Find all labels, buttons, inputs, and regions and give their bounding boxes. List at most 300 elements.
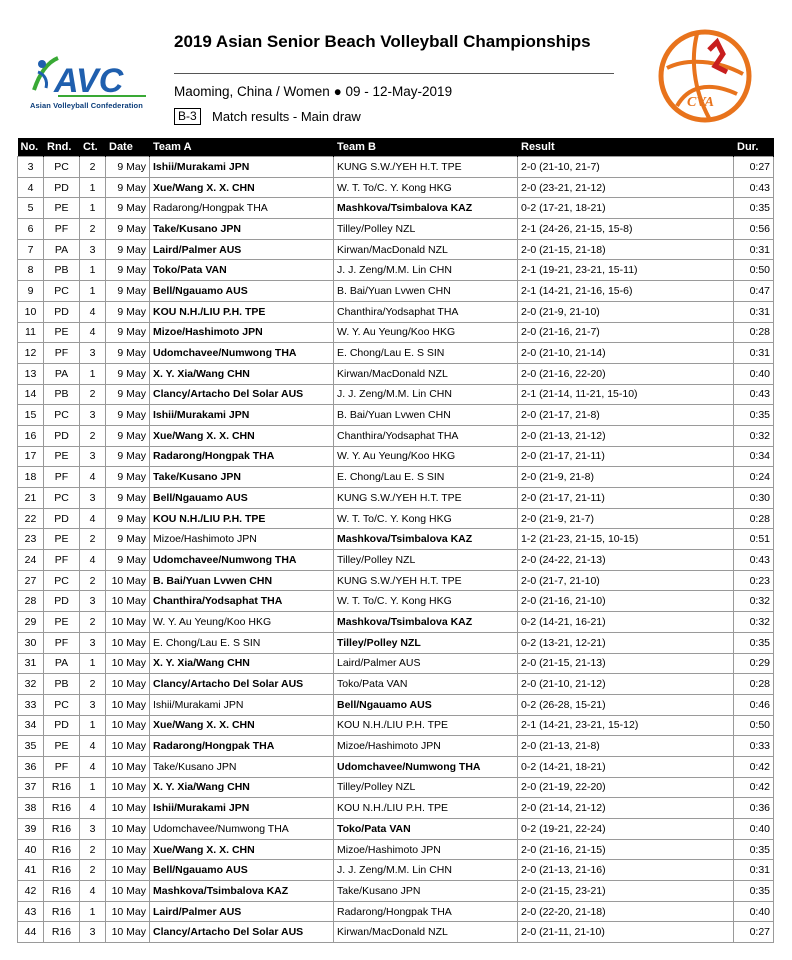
round-cell: R16 xyxy=(44,839,80,860)
table-row xyxy=(18,177,774,198)
match-date-cell: 9 May xyxy=(106,405,150,426)
table-row xyxy=(18,550,774,571)
round-cell: PD xyxy=(44,508,80,529)
match-date-cell: 10 May xyxy=(106,632,150,653)
team-b-cell: W. T. To/C. Y. Kong HKG xyxy=(334,508,518,529)
team-b-cell: B. Bai/Yuan Lvwen CHN xyxy=(334,405,518,426)
round-cell: PE xyxy=(44,198,80,219)
round-cell: R16 xyxy=(44,777,80,798)
table-row xyxy=(18,694,774,715)
match-number-cell: 34 xyxy=(18,715,44,736)
team-b-cell: Chanthira/Yodsaphat THA xyxy=(334,301,518,322)
round-cell: PF xyxy=(44,219,80,240)
team-b-cell: Kirwan/MacDonald NZL xyxy=(334,922,518,943)
court-cell: 2 xyxy=(80,157,106,178)
court-cell: 3 xyxy=(80,632,106,653)
col-date: Date xyxy=(106,138,150,157)
round-cell: PD xyxy=(44,715,80,736)
table-row xyxy=(18,881,774,902)
match-number-cell: 17 xyxy=(18,446,44,467)
court-cell: 3 xyxy=(80,488,106,509)
round-cell: PF xyxy=(44,550,80,571)
results-body xyxy=(18,157,774,943)
match-number-cell: 14 xyxy=(18,384,44,405)
team-a-cell: Radarong/Hongpak THA xyxy=(150,446,334,467)
team-b-cell: Mizoe/Hashimoto JPN xyxy=(334,736,518,757)
team-a-cell: Udomchavee/Numwong THA xyxy=(150,819,334,840)
team-b-cell: Mashkova/Tsimbalova KAZ xyxy=(334,198,518,219)
team-a-cell: Ishii/Murakami JPN xyxy=(150,405,334,426)
table-row xyxy=(18,281,774,302)
duration-cell: 0:46 xyxy=(734,694,774,715)
duration-cell: 0:32 xyxy=(734,591,774,612)
result-cell: 0-2 (19-21, 22-24) xyxy=(518,819,734,840)
court-cell: 1 xyxy=(80,363,106,384)
duration-cell: 0:31 xyxy=(734,860,774,881)
table-row xyxy=(18,405,774,426)
result-cell: 2-0 (21-15, 21-13) xyxy=(518,653,734,674)
col-round: Rnd. xyxy=(44,138,80,157)
round-cell: PC xyxy=(44,157,80,178)
result-cell: 2-0 (21-10, 21-7) xyxy=(518,157,734,178)
team-a-cell: Xue/Wang X. X. CHN xyxy=(150,715,334,736)
match-number-cell: 24 xyxy=(18,550,44,571)
match-date-cell: 10 May xyxy=(106,612,150,633)
duration-cell: 0:47 xyxy=(734,281,774,302)
duration-cell: 0:35 xyxy=(734,198,774,219)
round-cell: PF xyxy=(44,467,80,488)
duration-cell: 0:42 xyxy=(734,777,774,798)
match-number-cell: 21 xyxy=(18,488,44,509)
team-b-cell: Mizoe/Hashimoto JPN xyxy=(334,839,518,860)
round-cell: PA xyxy=(44,239,80,260)
avc-logo-text: AVC xyxy=(54,62,124,100)
col-result: Result xyxy=(518,138,734,157)
court-cell: 3 xyxy=(80,819,106,840)
match-date-cell: 9 May xyxy=(106,301,150,322)
match-date-cell: 9 May xyxy=(106,198,150,219)
match-date-cell: 10 May xyxy=(106,694,150,715)
team-a-cell: X. Y. Xia/Wang CHN xyxy=(150,363,334,384)
match-number-cell: 9 xyxy=(18,281,44,302)
round-cell: PB xyxy=(44,674,80,695)
round-cell: PE xyxy=(44,736,80,757)
team-b-cell: J. J. Zeng/M.M. Lin CHN xyxy=(334,860,518,881)
match-date-cell: 10 May xyxy=(106,777,150,798)
team-a-cell: Ishii/Murakami JPN xyxy=(150,798,334,819)
table-row xyxy=(18,674,774,695)
table-row xyxy=(18,343,774,364)
court-cell: 4 xyxy=(80,756,106,777)
match-number-cell: 12 xyxy=(18,343,44,364)
match-date-cell: 10 May xyxy=(106,819,150,840)
team-a-cell: Udomchavee/Numwong THA xyxy=(150,343,334,364)
match-number-cell: 28 xyxy=(18,591,44,612)
col-team-a: Team A xyxy=(150,138,334,157)
round-cell: R16 xyxy=(44,860,80,881)
match-date-cell: 9 May xyxy=(106,239,150,260)
duration-cell: 0:40 xyxy=(734,363,774,384)
match-date-cell: 10 May xyxy=(106,736,150,757)
court-cell: 4 xyxy=(80,301,106,322)
team-a-cell: Bell/Ngauamo AUS xyxy=(150,860,334,881)
team-b-cell: W. Y. Au Yeung/Koo HKG xyxy=(334,446,518,467)
team-a-cell: Bell/Ngauamo AUS xyxy=(150,281,334,302)
court-cell: 3 xyxy=(80,343,106,364)
match-number-cell: 33 xyxy=(18,694,44,715)
result-cell: 2-0 (21-10, 21-14) xyxy=(518,343,734,364)
round-cell: PD xyxy=(44,301,80,322)
team-b-cell: Mashkova/Tsimbalova KAZ xyxy=(334,529,518,550)
duration-cell: 0:32 xyxy=(734,425,774,446)
court-cell: 4 xyxy=(80,736,106,757)
team-a-cell: Clancy/Artacho Del Solar AUS xyxy=(150,922,334,943)
team-a-cell: Mashkova/Tsimbalova KAZ xyxy=(150,881,334,902)
court-cell: 2 xyxy=(80,570,106,591)
court-cell: 1 xyxy=(80,177,106,198)
duration-cell: 0:42 xyxy=(734,756,774,777)
round-cell: PE xyxy=(44,322,80,343)
court-cell: 2 xyxy=(80,529,106,550)
court-cell: 2 xyxy=(80,612,106,633)
match-number-cell: 3 xyxy=(18,157,44,178)
match-date-cell: 10 May xyxy=(106,798,150,819)
table-row xyxy=(18,157,774,178)
team-b-cell: Toko/Pata VAN xyxy=(334,674,518,695)
court-cell: 2 xyxy=(80,425,106,446)
match-number-cell: 42 xyxy=(18,881,44,902)
report-header xyxy=(0,0,792,136)
match-date-cell: 9 May xyxy=(106,322,150,343)
match-number-cell: 23 xyxy=(18,529,44,550)
team-b-cell: Laird/Palmer AUS xyxy=(334,653,518,674)
team-a-cell: Take/Kusano JPN xyxy=(150,219,334,240)
duration-cell: 0:51 xyxy=(734,529,774,550)
team-a-cell: Mizoe/Hashimoto JPN xyxy=(150,322,334,343)
match-number-cell: 31 xyxy=(18,653,44,674)
team-b-cell: E. Chong/Lau E. S SIN xyxy=(334,343,518,364)
duration-cell: 0:35 xyxy=(734,881,774,902)
team-a-cell: Toko/Pata VAN xyxy=(150,260,334,281)
duration-cell: 0:35 xyxy=(734,839,774,860)
table-row xyxy=(18,653,774,674)
team-a-cell: Ishii/Murakami JPN xyxy=(150,157,334,178)
team-a-cell: Ishii/Murakami JPN xyxy=(150,694,334,715)
team-b-cell: Chanthira/Yodsaphat THA xyxy=(334,425,518,446)
event-dates: 09 - 12-May-2019 xyxy=(345,84,453,99)
result-cell: 0-2 (14-21, 18-21) xyxy=(518,756,734,777)
table-row xyxy=(18,901,774,922)
team-a-cell: KOU N.H./LIU P.H. TPE xyxy=(150,301,334,322)
result-cell: 2-1 (14-21, 23-21, 15-12) xyxy=(518,715,734,736)
duration-cell: 0:30 xyxy=(734,488,774,509)
match-number-cell: 7 xyxy=(18,239,44,260)
team-b-cell: Take/Kusano JPN xyxy=(334,881,518,902)
court-cell: 1 xyxy=(80,281,106,302)
court-cell: 3 xyxy=(80,405,106,426)
duration-cell: 0:34 xyxy=(734,446,774,467)
team-b-cell: J. J. Zeng/M.M. Lin CHN xyxy=(334,260,518,281)
match-number-cell: 30 xyxy=(18,632,44,653)
match-number-cell: 10 xyxy=(18,301,44,322)
team-a-cell: Xue/Wang X. X. CHN xyxy=(150,177,334,198)
round-cell: PF xyxy=(44,343,80,364)
table-row xyxy=(18,301,774,322)
avc-caption: Asian Volleyball Confederation xyxy=(30,101,143,110)
team-b-cell: Bell/Ngauamo AUS xyxy=(334,694,518,715)
duration-cell: 0:23 xyxy=(734,570,774,591)
round-cell: PB xyxy=(44,260,80,281)
team-b-cell: Tilley/Polley NZL xyxy=(334,219,518,240)
team-a-cell: X. Y. Xia/Wang CHN xyxy=(150,777,334,798)
match-date-cell: 9 May xyxy=(106,363,150,384)
result-cell: 2-0 (21-16, 21-15) xyxy=(518,839,734,860)
team-b-cell: W. T. To/C. Y. Kong HKG xyxy=(334,177,518,198)
team-b-cell: Mashkova/Tsimbalova KAZ xyxy=(334,612,518,633)
table-row xyxy=(18,860,774,881)
table-row xyxy=(18,736,774,757)
team-b-cell: Udomchavee/Numwong THA xyxy=(334,756,518,777)
match-date-cell: 9 May xyxy=(106,508,150,529)
match-date-cell: 9 May xyxy=(106,177,150,198)
table-row xyxy=(18,198,774,219)
court-cell: 1 xyxy=(80,653,106,674)
match-date-cell: 10 May xyxy=(106,881,150,902)
round-cell: PC xyxy=(44,281,80,302)
round-cell: PE xyxy=(44,446,80,467)
round-cell: PF xyxy=(44,756,80,777)
court-cell: 1 xyxy=(80,260,106,281)
result-cell: 2-0 (21-9, 21-10) xyxy=(518,301,734,322)
col-team-b: Team B xyxy=(334,138,518,157)
result-cell: 2-0 (21-17, 21-11) xyxy=(518,488,734,509)
round-cell: PC xyxy=(44,405,80,426)
duration-cell: 0:35 xyxy=(734,405,774,426)
round-cell: PC xyxy=(44,694,80,715)
team-b-cell: KUNG S.W./YEH H.T. TPE xyxy=(334,488,518,509)
court-cell: 2 xyxy=(80,860,106,881)
round-cell: PA xyxy=(44,653,80,674)
table-row xyxy=(18,384,774,405)
duration-cell: 0:28 xyxy=(734,674,774,695)
match-number-cell: 5 xyxy=(18,198,44,219)
match-number-cell: 11 xyxy=(18,322,44,343)
team-a-cell: Radarong/Hongpak THA xyxy=(150,736,334,757)
court-cell: 4 xyxy=(80,798,106,819)
match-number-cell: 16 xyxy=(18,425,44,446)
team-a-cell: Radarong/Hongpak THA xyxy=(150,198,334,219)
result-cell: 1-2 (21-23, 21-15, 10-15) xyxy=(518,529,734,550)
team-b-cell: KOU N.H./LIU P.H. TPE xyxy=(334,715,518,736)
match-date-cell: 10 May xyxy=(106,839,150,860)
team-b-cell: J. J. Zeng/M.M. Lin CHN xyxy=(334,384,518,405)
round-cell: PC xyxy=(44,488,80,509)
duration-cell: 0:35 xyxy=(734,632,774,653)
court-cell: 4 xyxy=(80,881,106,902)
match-number-cell: 4 xyxy=(18,177,44,198)
match-date-cell: 9 May xyxy=(106,219,150,240)
result-cell: 2-1 (21-14, 11-21, 15-10) xyxy=(518,384,734,405)
col-duration: Dur. xyxy=(734,138,774,157)
result-cell: 0-2 (13-21, 12-21) xyxy=(518,632,734,653)
round-cell: PD xyxy=(44,591,80,612)
team-a-cell: Chanthira/Yodsaphat THA xyxy=(150,591,334,612)
result-cell: 2-0 (21-15, 21-18) xyxy=(518,239,734,260)
court-cell: 3 xyxy=(80,694,106,715)
team-b-cell: KUNG S.W./YEH H.T. TPE xyxy=(334,157,518,178)
duration-cell: 0:28 xyxy=(734,322,774,343)
duration-cell: 0:31 xyxy=(734,343,774,364)
match-number-cell: 32 xyxy=(18,674,44,695)
cva-logo xyxy=(657,28,753,124)
result-cell: 2-0 (21-16, 21-10) xyxy=(518,591,734,612)
match-number-cell: 18 xyxy=(18,467,44,488)
duration-cell: 0:31 xyxy=(734,239,774,260)
round-cell: PF xyxy=(44,632,80,653)
event-location: Maoming, China / Women xyxy=(174,84,330,99)
result-cell: 0-2 (26-28, 15-21) xyxy=(518,694,734,715)
match-date-cell: 10 May xyxy=(106,591,150,612)
team-b-cell: KUNG S.W./YEH H.T. TPE xyxy=(334,570,518,591)
result-cell: 2-0 (21-7, 21-10) xyxy=(518,570,734,591)
match-date-cell: 9 May xyxy=(106,425,150,446)
page-title: 2019 Asian Senior Beach Volleyball Championships xyxy=(174,32,591,51)
court-cell: 1 xyxy=(80,901,106,922)
result-cell: 2-0 (21-13, 21-8) xyxy=(518,736,734,757)
team-b-cell: Kirwan/MacDonald NZL xyxy=(334,239,518,260)
match-number-cell: 13 xyxy=(18,363,44,384)
team-b-cell: B. Bai/Yuan Lvwen CHN xyxy=(334,281,518,302)
result-cell: 2-0 (21-10, 21-12) xyxy=(518,674,734,695)
match-date-cell: 9 May xyxy=(106,529,150,550)
duration-cell: 0:24 xyxy=(734,467,774,488)
match-date-cell: 9 May xyxy=(106,467,150,488)
match-date-cell: 9 May xyxy=(106,343,150,364)
result-cell: 2-0 (21-17, 21-11) xyxy=(518,446,734,467)
team-b-cell: W. T. To/C. Y. Kong HKG xyxy=(334,591,518,612)
team-a-cell: E. Chong/Lau E. S SIN xyxy=(150,632,334,653)
duration-cell: 0:32 xyxy=(734,612,774,633)
match-date-cell: 9 May xyxy=(106,488,150,509)
result-cell: 2-0 (21-17, 21-8) xyxy=(518,405,734,426)
team-a-cell: W. Y. Au Yeung/Koo HKG xyxy=(150,612,334,633)
table-row xyxy=(18,508,774,529)
match-number-cell: 43 xyxy=(18,901,44,922)
table-row xyxy=(18,446,774,467)
match-number-cell: 29 xyxy=(18,612,44,633)
result-cell: 2-0 (21-9, 21-8) xyxy=(518,467,734,488)
team-a-cell: X. Y. Xia/Wang CHN xyxy=(150,653,334,674)
bullet-separator: ● xyxy=(333,84,342,99)
result-cell: 0-2 (14-21, 16-21) xyxy=(518,612,734,633)
cva-logo-text: CVA xyxy=(687,95,714,110)
duration-cell: 0:33 xyxy=(734,736,774,757)
duration-cell: 0:40 xyxy=(734,819,774,840)
round-cell: PD xyxy=(44,177,80,198)
round-cell: PE xyxy=(44,529,80,550)
event-subtitle xyxy=(174,84,452,99)
result-cell: 2-0 (21-19, 22-20) xyxy=(518,777,734,798)
table-row xyxy=(18,467,774,488)
result-cell: 0-2 (17-21, 18-21) xyxy=(518,198,734,219)
result-cell: 2-0 (21-15, 23-21) xyxy=(518,881,734,902)
table-row xyxy=(18,219,774,240)
table-row xyxy=(18,777,774,798)
match-number-cell: 27 xyxy=(18,570,44,591)
court-cell: 1 xyxy=(80,198,106,219)
results-table xyxy=(17,138,774,943)
team-b-cell: E. Chong/Lau E. S SIN xyxy=(334,467,518,488)
table-row xyxy=(18,632,774,653)
team-a-cell: Udomchavee/Numwong THA xyxy=(150,550,334,571)
table-row xyxy=(18,425,774,446)
team-a-cell: KOU N.H./LIU P.H. TPE xyxy=(150,508,334,529)
duration-cell: 0:40 xyxy=(734,901,774,922)
match-date-cell: 9 May xyxy=(106,281,150,302)
court-cell: 2 xyxy=(80,839,106,860)
table-header-row xyxy=(18,138,774,157)
match-number-cell: 44 xyxy=(18,922,44,943)
team-b-cell: W. Y. Au Yeung/Koo HKG xyxy=(334,322,518,343)
team-b-cell: Kirwan/MacDonald NZL xyxy=(334,363,518,384)
match-date-cell: 10 May xyxy=(106,715,150,736)
duration-cell: 0:43 xyxy=(734,384,774,405)
document-description: Match results - Main draw xyxy=(212,109,361,124)
round-cell: R16 xyxy=(44,798,80,819)
col-no: No. xyxy=(18,138,44,157)
team-a-cell: Xue/Wang X. X. CHN xyxy=(150,425,334,446)
result-cell: 2-0 (21-9, 21-7) xyxy=(518,508,734,529)
duration-cell: 0:31 xyxy=(734,301,774,322)
table-row xyxy=(18,591,774,612)
match-date-cell: 10 May xyxy=(106,922,150,943)
round-cell: PD xyxy=(44,425,80,446)
table-row xyxy=(18,570,774,591)
match-date-cell: 10 May xyxy=(106,674,150,695)
match-date-cell: 9 May xyxy=(106,384,150,405)
duration-cell: 0:50 xyxy=(734,715,774,736)
round-cell: PB xyxy=(44,384,80,405)
team-a-cell: Xue/Wang X. X. CHN xyxy=(150,839,334,860)
title-divider xyxy=(174,73,614,74)
team-b-cell: Tilley/Polley NZL xyxy=(334,632,518,653)
table-row xyxy=(18,322,774,343)
court-cell: 4 xyxy=(80,467,106,488)
duration-cell: 0:29 xyxy=(734,653,774,674)
team-b-cell: Radarong/Hongpak THA xyxy=(334,901,518,922)
team-a-cell: Mizoe/Hashimoto JPN xyxy=(150,529,334,550)
match-number-cell: 40 xyxy=(18,839,44,860)
table-row xyxy=(18,529,774,550)
round-cell: R16 xyxy=(44,881,80,902)
team-a-cell: Take/Kusano JPN xyxy=(150,467,334,488)
match-date-cell: 10 May xyxy=(106,653,150,674)
match-date-cell: 10 May xyxy=(106,756,150,777)
duration-cell: 0:56 xyxy=(734,219,774,240)
match-number-cell: 38 xyxy=(18,798,44,819)
match-date-cell: 9 May xyxy=(106,157,150,178)
team-a-cell: Take/Kusano JPN xyxy=(150,756,334,777)
result-cell: 2-1 (24-26, 21-15, 15-8) xyxy=(518,219,734,240)
result-cell: 2-0 (21-11, 21-10) xyxy=(518,922,734,943)
court-cell: 1 xyxy=(80,715,106,736)
team-a-cell: Clancy/Artacho Del Solar AUS xyxy=(150,384,334,405)
table-row xyxy=(18,363,774,384)
team-b-cell: KOU N.H./LIU P.H. TPE xyxy=(334,798,518,819)
table-row xyxy=(18,798,774,819)
round-cell: R16 xyxy=(44,819,80,840)
match-number-cell: 35 xyxy=(18,736,44,757)
